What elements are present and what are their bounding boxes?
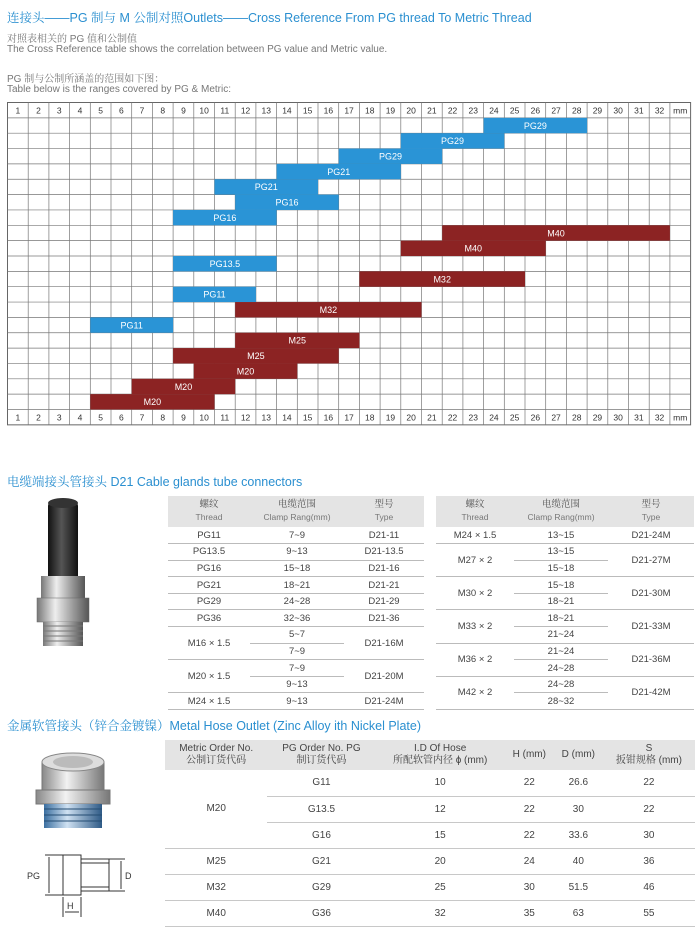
table-row	[168, 544, 424, 561]
pg-order-cell: G36	[267, 900, 375, 926]
table-row	[165, 848, 695, 874]
bottom-axis-tick: 31	[634, 412, 644, 423]
table-row	[436, 527, 694, 544]
range-bar-label: PG29	[441, 136, 465, 147]
type-cell: D21-24M	[608, 527, 694, 544]
diagram-h-label: H	[67, 901, 74, 911]
range-bar-label: PG11	[120, 320, 143, 331]
clamp-cell: 24~28	[250, 593, 344, 610]
d-cell: 51.5	[554, 874, 603, 900]
top-axis-tick: 27	[551, 105, 561, 116]
d-cell: 30	[554, 796, 603, 822]
top-axis-tick: 31	[634, 105, 644, 116]
diagram-pg-label: PG	[27, 871, 41, 881]
metric-order-cell: M20	[165, 770, 267, 848]
header-clamp-en: Clamp Rang(mm)	[527, 512, 595, 522]
clamp-cell: 9~13	[250, 544, 344, 561]
table-row	[168, 527, 424, 544]
hose-id-cell: 32	[376, 900, 505, 926]
clamp-cell: 7~9	[250, 643, 344, 660]
top-axis-tick: 25	[509, 105, 520, 116]
s-cell: 36	[603, 848, 695, 874]
bottom-axis-tick: 1	[15, 412, 21, 423]
bottom-axis-tick: 3	[56, 412, 62, 423]
h-cell: 22	[505, 770, 554, 796]
bottom-axis-tick: 25	[509, 412, 520, 423]
top-axis-tick: 17	[344, 105, 354, 116]
header-col-4: D (mm)	[554, 740, 603, 770]
table-row	[436, 577, 694, 594]
bottom-axis-tick: 20	[406, 412, 416, 423]
bottom-axis-tick: 32	[654, 412, 665, 423]
thread-cell: PG13.5	[168, 544, 250, 561]
header-clamp-en: Clamp Rang(mm)	[263, 512, 331, 522]
s-cell: 30	[603, 822, 695, 848]
clamp-cell: 24~28	[514, 660, 608, 677]
table-row	[436, 610, 694, 627]
thread-cell: PG16	[168, 560, 250, 577]
top-axis-tick: 6	[118, 105, 124, 116]
d-cell: 33.6	[554, 822, 603, 848]
intro-line-4: Table below is the ranges covered by PG & Metric:	[7, 84, 231, 95]
top-axis-tick: 7	[139, 105, 145, 116]
range-bar-label: M32	[433, 274, 451, 285]
range-bar-label: PG21	[254, 182, 278, 193]
top-axis-tick: 11	[220, 105, 230, 116]
type-cell: D21-33M	[608, 610, 694, 643]
top-axis-tick: 28	[572, 105, 582, 116]
top-axis-tick: 20	[406, 105, 416, 116]
thread-cell: M36 × 2	[436, 643, 514, 676]
range-bar-label: M20	[143, 397, 162, 408]
page-title: 连接头——PG 制与 M 公制对照Outlets——Cross Reference From PG thread To Metric Thread	[7, 11, 532, 25]
range-bar-label: M20	[174, 381, 193, 392]
range-bar-label: M40	[547, 228, 565, 239]
clamp-cell: 15~18	[514, 560, 608, 577]
bottom-axis-tick: 16	[323, 412, 334, 423]
bottom-axis-tick: 26	[530, 412, 541, 423]
table-row	[165, 900, 695, 926]
bottom-axis-tick: 5	[98, 412, 104, 423]
type-cell: D21-11	[344, 527, 424, 544]
top-axis-tick: 21	[427, 105, 437, 116]
header-type: 型号	[374, 499, 394, 510]
bottom-axis-tick: 17	[344, 412, 354, 423]
range-bar-label: M25	[288, 335, 307, 346]
table-row	[436, 676, 694, 693]
table-row	[168, 627, 424, 644]
intro-line-3: PG 制与公制所涵盖的范围如下图：	[7, 74, 165, 85]
clamp-cell: 7~9	[250, 527, 344, 544]
clamp-cell: 18~21	[514, 610, 608, 627]
bottom-axis-tick: 2	[36, 412, 41, 423]
type-cell: D21-29	[344, 593, 424, 610]
table-row	[436, 544, 694, 561]
bottom-axis-tick: 29	[592, 412, 603, 423]
h-cell: 30	[505, 874, 554, 900]
type-cell: D21-36	[344, 610, 424, 627]
dimension-diagram	[25, 845, 140, 920]
top-axis-tick: 23	[468, 105, 478, 116]
s-cell: 55	[603, 900, 695, 926]
section2-title: 电缆端接头管接头 D21 Cable glands tube connectors	[7, 475, 303, 489]
clamp-cell: 13~15	[514, 544, 608, 561]
top-axis-tick: 19	[385, 105, 396, 116]
bottom-axis-tick: 18	[365, 412, 375, 423]
hose-id-cell: 20	[376, 848, 505, 874]
top-axis-tick: 18	[365, 105, 375, 116]
top-axis-tick: 10	[199, 105, 209, 116]
type-cell: D21-16	[344, 560, 424, 577]
range-bar-label: M20	[236, 366, 255, 377]
bottom-axis-tick: 14	[282, 412, 292, 423]
bottom-axis-tick: 27	[551, 412, 561, 423]
thread-cell: M24 × 1.5	[168, 693, 250, 710]
pg-order-cell: G13.5	[267, 796, 375, 822]
s-cell: 22	[603, 796, 695, 822]
clamp-cell: 9~13	[250, 693, 344, 710]
range-bar-label: M32	[319, 305, 338, 316]
bottom-axis-tick: 6	[118, 412, 124, 423]
thread-cell: PG36	[168, 610, 250, 627]
bottom-axis-unit: mm	[673, 412, 688, 423]
top-axis-tick: 32	[654, 105, 665, 116]
range-bar-label: PG16	[213, 212, 237, 223]
range-bar-label: PG16	[275, 197, 299, 208]
metal-hose-outlet-image	[30, 742, 130, 832]
clamp-cell: 18~21	[250, 577, 344, 594]
pg-order-cell: G11	[267, 770, 375, 796]
table-row	[165, 874, 695, 900]
bottom-axis-tick: 24	[489, 412, 499, 423]
top-axis-tick: 22	[447, 105, 458, 116]
bottom-axis-tick: 15	[302, 412, 313, 423]
bottom-axis-tick: 23	[468, 412, 478, 423]
bottom-axis-tick: 22	[447, 412, 458, 423]
s-cell: 46	[603, 874, 695, 900]
header-col-2: I.D Of Hose 所配软管内径 ɸ (mm)	[376, 740, 505, 770]
hose-id-cell: 12	[376, 796, 505, 822]
top-axis-tick: 15	[302, 105, 313, 116]
top-axis-tick: 12	[240, 105, 251, 116]
d-cell: 26.6	[554, 770, 603, 796]
top-axis-tick: 29	[592, 105, 603, 116]
table-row	[165, 770, 695, 796]
clamp-cell: 7~9	[250, 660, 344, 677]
clamp-cell: 21~24	[514, 643, 608, 660]
h-cell: 35	[505, 900, 554, 926]
range-bar-label: PG29	[523, 120, 547, 131]
bottom-axis-tick: 8	[160, 412, 166, 423]
type-cell: D21-36M	[608, 643, 694, 676]
range-bar-label: PG11	[203, 289, 226, 300]
range-bar-label: M40	[464, 243, 483, 254]
thread-cell: M16 × 1.5	[168, 627, 250, 660]
type-cell: D21-21	[344, 577, 424, 594]
header-thread-en: Thread	[461, 512, 489, 522]
thread-cell: M27 × 2	[436, 544, 514, 577]
clamp-cell: 24~28	[514, 676, 608, 693]
intro-line-1: 对照表相关的 PG 值和公制值	[7, 34, 138, 45]
range-chart	[7, 102, 695, 454]
table-row	[436, 643, 694, 660]
range-bar-label: PG13.5	[209, 258, 241, 269]
thread-cell: M20 × 1.5	[168, 660, 250, 693]
header-col-5: S 扳钳规格 (mm)	[603, 740, 695, 770]
top-axis-tick: 26	[530, 105, 541, 116]
type-cell: D21-13.5	[344, 544, 424, 561]
range-bar-label: M25	[247, 351, 265, 362]
metric-order-cell: M25	[165, 848, 267, 874]
pg-order-cell: G29	[267, 874, 375, 900]
pg-order-cell: G21	[267, 848, 375, 874]
type-cell: D21-30M	[608, 577, 694, 610]
hose-id-cell: 10	[376, 770, 505, 796]
bottom-axis-tick: 4	[77, 412, 83, 423]
thread-cell: M24 × 1.5	[436, 527, 514, 544]
top-axis-tick: 1	[15, 105, 21, 116]
header-clamp: 电缆范围	[277, 499, 316, 510]
header-col-0: Metric Order No. 公制订货代码	[165, 740, 267, 770]
header-clamp: 电缆范围	[541, 499, 580, 510]
header-thread: 螺纹	[465, 499, 485, 510]
clamp-cell: 15~18	[250, 560, 344, 577]
h-cell: 22	[505, 822, 554, 848]
clamp-cell: 13~15	[514, 527, 608, 544]
top-axis-unit: mm	[673, 105, 688, 116]
table-row	[168, 610, 424, 627]
header-col-1: PG Order No. PG 制订货代码	[267, 740, 375, 770]
bottom-axis-tick: 19	[385, 412, 396, 423]
table-row	[168, 593, 424, 610]
thread-cell: M33 × 2	[436, 610, 514, 643]
bottom-axis-tick: 30	[613, 412, 623, 423]
thread-cell: M30 × 2	[436, 577, 514, 610]
metric-order-cell: M40	[165, 900, 267, 926]
cable-gland-table-right	[436, 496, 694, 710]
range-bar-label: PG29	[378, 151, 402, 162]
pg-order-cell: G16	[267, 822, 375, 848]
top-axis-tick: 2	[36, 105, 41, 116]
clamp-cell: 9~13	[250, 676, 344, 693]
header-thread-en: Thread	[195, 512, 223, 522]
bottom-axis-tick: 7	[139, 412, 145, 423]
type-cell: D21-42M	[608, 676, 694, 709]
top-axis-tick: 30	[613, 105, 623, 116]
thread-cell: PG21	[168, 577, 250, 594]
table-row	[168, 577, 424, 594]
clamp-cell: 5~7	[250, 627, 344, 644]
hose-id-cell: 15	[376, 822, 505, 848]
intro-line-2: The Cross Reference table shows the correlation between PG value and Metric value.	[7, 44, 388, 55]
top-axis-tick: 9	[181, 105, 186, 116]
clamp-cell: 21~24	[514, 627, 608, 644]
diagram-d-label: D	[125, 871, 132, 881]
bottom-axis-tick: 9	[181, 412, 186, 423]
header-type-en: Type	[374, 512, 394, 522]
clamp-cell: 28~32	[514, 693, 608, 710]
clamp-cell: 15~18	[514, 577, 608, 594]
clamp-cell: 32~36	[250, 610, 344, 627]
thread-cell: PG11	[168, 527, 250, 544]
cable-gland-table-left	[168, 496, 424, 710]
bottom-axis-tick: 28	[572, 412, 582, 423]
top-axis-tick: 8	[160, 105, 166, 116]
thread-cell: M42 × 2	[436, 676, 514, 709]
top-axis-tick: 13	[261, 105, 271, 116]
range-bar-label: PG21	[327, 166, 351, 177]
bottom-axis-tick: 13	[261, 412, 271, 423]
header-thread: 螺纹	[199, 499, 219, 510]
table-row	[168, 660, 424, 677]
h-cell: 24	[505, 848, 554, 874]
top-axis-tick: 5	[98, 105, 104, 116]
clamp-cell: 18~21	[514, 593, 608, 610]
hose-id-cell: 25	[376, 874, 505, 900]
top-axis-tick: 14	[282, 105, 292, 116]
header-col-3: H (mm)	[505, 740, 554, 770]
bottom-axis-tick: 21	[427, 412, 437, 423]
s-cell: 22	[603, 770, 695, 796]
table-row	[168, 693, 424, 710]
d-cell: 40	[554, 848, 603, 874]
table-row	[168, 560, 424, 577]
top-axis-tick: 4	[77, 105, 83, 116]
bottom-axis-tick: 10	[199, 412, 209, 423]
top-axis-tick: 24	[489, 105, 499, 116]
top-axis-tick: 3	[56, 105, 62, 116]
section3-title: 金属软管接头（锌合金镀镍）Metal Hose Outlet (Zinc Alloy ith Nickel Plate)	[7, 719, 421, 733]
cable-gland-image	[28, 494, 98, 662]
type-cell: D21-27M	[608, 544, 694, 577]
type-cell: D21-16M	[344, 627, 424, 660]
thread-cell: PG29	[168, 593, 250, 610]
header-type-en: Type	[641, 512, 661, 522]
type-cell: D21-20M	[344, 660, 424, 693]
metric-order-cell: M32	[165, 874, 267, 900]
h-cell: 22	[505, 796, 554, 822]
header-type: 型号	[641, 499, 661, 510]
metal-hose-table	[165, 740, 695, 927]
d-cell: 63	[554, 900, 603, 926]
bottom-axis-tick: 12	[240, 412, 251, 423]
top-axis-tick: 16	[323, 105, 334, 116]
type-cell: D21-24M	[344, 693, 424, 710]
bottom-axis-tick: 11	[220, 412, 230, 423]
